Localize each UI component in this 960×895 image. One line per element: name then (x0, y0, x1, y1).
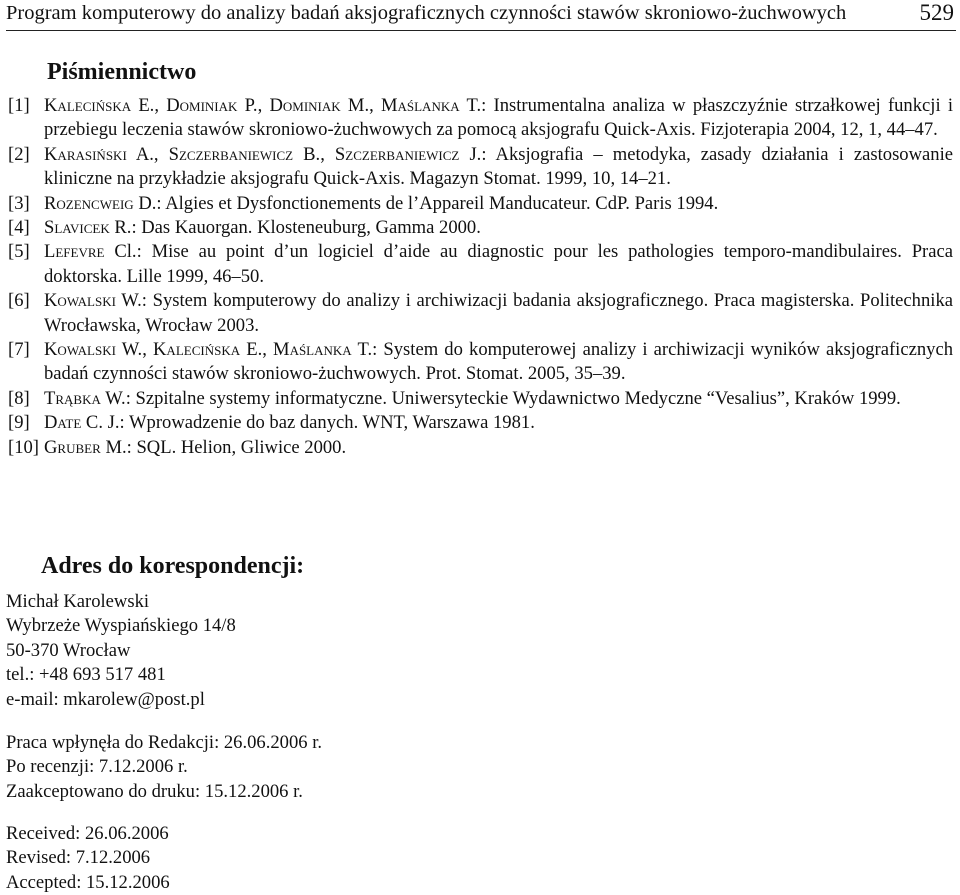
author-surname: Szczerbaniewicz (168, 143, 294, 165)
correspondence-heading: Adres do korespondencji: (41, 553, 305, 579)
reference-text: Kowalski W., Kalecińska E., Maślanka T.: System do komputerowej analizy i archiwizacji wyników aksjograficznych badań czynności stawów skroniowo-żuchwowych. Prot. Stomat. 2005, 35–39. (44, 339, 953, 385)
reference-details: : Aksjografia – metodyka, zasady działania i zastosowanie kliniczne na przykładzie aksjografu Quick-Axis. Magazyn Stomat. 1999, 10, 14–21. (44, 143, 953, 190)
reference-number: [8] (8, 387, 30, 409)
editorial-dates-en (6, 822, 170, 895)
reference-text (44, 289, 953, 338)
correspondence-address (6, 590, 236, 712)
reference-number: [10] (8, 436, 39, 458)
author-initials: M. (347, 95, 370, 116)
author-surname: Rozencweig (44, 192, 134, 214)
street-address: Wybrzeże Wyspiańskiego 14/8 (6, 615, 236, 637)
reference-text (44, 216, 953, 240)
author-surname: Trąbka (44, 387, 101, 409)
author-surname: Karasiński (44, 143, 127, 165)
reference-item (8, 289, 953, 338)
reference-item (8, 338, 953, 387)
reference-text (44, 192, 953, 216)
reference-details: : Algies et Dysfonctionements de l’Appareil Manducateur. CdP. Paris 1994. (156, 192, 719, 214)
reference-number: [9] (8, 412, 30, 434)
received-date-en: Received: 26.06.2006 (6, 823, 169, 844)
received-date-pl: Praca wpłynęła do Redakcji: 26.06.2006 r. (6, 732, 323, 753)
running-header (6, 0, 956, 31)
editorial-dates-pl (6, 731, 322, 804)
reference-item (8, 143, 953, 192)
author-surname: Kalecińska (44, 95, 132, 116)
reference-number: [5] (8, 241, 30, 263)
author-initials: W. (105, 387, 126, 409)
page-number: 529 (919, 0, 954, 25)
reference-number: [4] (8, 217, 30, 239)
author-surname: Kowalski (44, 290, 116, 312)
postal-city: 50-370 Wrocław (6, 639, 131, 661)
reference-number: [6] (8, 290, 30, 312)
author-surname: Kowalski (44, 339, 116, 361)
accepted-date-en: Accepted: 15.12.2006 (6, 871, 170, 893)
reference-text (44, 387, 953, 411)
author-surname: Kalecińska (153, 339, 241, 361)
reference-details: : System komputerowy do analizy i archiwizacji badania aksjograficznego. Praca magisterska. Politechnika Wrocławska, Wrocław 2003. (44, 290, 953, 336)
author-initials: E. (138, 95, 155, 116)
author-surname: Szczerbaniewicz (334, 143, 460, 165)
bibliography-heading: Piśmiennictwo (47, 59, 197, 85)
reference-text: Karasiński A., Szczerbaniewicz B., Szczerbaniewicz J.: Aksjografia – metodyka, zasady działania i zastosowanie kliniczne na przykładzie aksjografu Quick-Axis. Magazyn Stomat. 1999, 10, 14–21. (44, 143, 953, 190)
reference-details: : SQL. Helion, Gliwice 2000. (126, 436, 347, 458)
author-initials: W. (121, 290, 142, 312)
reference-details: : Wprowadzenie do baz danych. WNT, Warszawa 1981. (119, 412, 535, 434)
author-initials: R. (114, 217, 132, 239)
reference-item (8, 216, 953, 240)
reference-item (8, 411, 953, 435)
author-surname: Slavicek (44, 217, 110, 239)
author-initials: B. (303, 143, 321, 165)
reference-text (44, 436, 953, 460)
reference-details: : System do komputerowej analizy i archiwizacji wyników aksjograficznych badań czynności stawów skroniowo-żuchwowych. Prot. Stomat. 2005, 35–39. (44, 339, 953, 385)
author-initials: E. (246, 339, 263, 361)
author-initials: A. (135, 143, 154, 165)
author-initials: C. J. (85, 412, 120, 434)
reference-details: : Mise au point d’un logiciel d’aide au diagnostic pour les pathologies temporo-mandibulaires. Praca doktorska. Lille 1999, 46–50. (44, 241, 953, 287)
reference-item (8, 192, 953, 216)
author-initials: M. (105, 436, 127, 458)
reference-number: [3] (8, 192, 30, 214)
author-surname: Dominiak (166, 95, 238, 116)
author-initials: P. (244, 95, 258, 116)
running-header-title: Program komputerowy do analizy badań aksjograficznych czynności stawów skroniowo-żuchwowych (6, 2, 847, 24)
email-address: e-mail: mkarolew@post.pl (6, 688, 205, 710)
reference-item (8, 387, 953, 411)
reference-details: : Szpitalne systemy informatyczne. Uniwersyteckie Wydawnictwo Medyczne “Vesalius”, Kraków 1999. (125, 387, 901, 409)
author-name: Michał Karolewski (6, 591, 150, 612)
revised-date-en: Revised: 7.12.2006 (6, 847, 151, 869)
reference-list (8, 94, 953, 460)
author-initials: T. (466, 95, 482, 116)
author-surname: Lefevre (44, 241, 105, 263)
reference-text (44, 411, 953, 435)
author-initials: W. (121, 339, 143, 361)
reference-details: : Instrumentalna analiza w płaszczyźnie strzałkowej funkcji i przebiegu leczenia stawów skroniowo-żuchwowych za pomocą aksjografu Quick-Axis. Fizjoterapia 2004, 12, 1, 44–47. (44, 95, 954, 141)
reference-details: : Das Kauorgan. Klosteneuburg, Gamma 2000. (131, 217, 481, 239)
author-surname: Gruber (44, 436, 101, 458)
author-initials: T. (357, 339, 373, 361)
accepted-date-pl: Zaakceptowano do druku: 15.12.2006 r. (6, 780, 303, 802)
reference-text: Kalecińska E., Dominiak P., Dominiak M., Maślanka T.: Instrumentalna analiza w płaszczyźnie strzałkowej funkcji i przebiegu leczenia stawów skroniowo-żuchwowych za pomocą aksjografu Quick-Axis. Fizjoterapia 2004, 12, 1, 44–47. (44, 95, 954, 141)
phone-number: tel.: +48 693 517 481 (6, 664, 166, 686)
author-initials: D. (138, 192, 157, 214)
reference-item (8, 240, 953, 289)
author-surname: Maślanka (380, 95, 460, 116)
reference-text (44, 240, 953, 289)
author-initials: J. (469, 143, 482, 165)
reference-item (8, 94, 953, 143)
revised-date-pl: Po recenzji: 7.12.2006 r. (6, 756, 188, 778)
author-surname: Maślanka (273, 339, 352, 361)
reference-number: [7] (8, 339, 30, 361)
reference-item (8, 436, 953, 460)
author-initials: Cl. (114, 241, 137, 263)
author-surname: Date (44, 412, 82, 434)
author-surname: Dominiak (269, 95, 341, 116)
reference-number: [2] (8, 143, 30, 165)
reference-number: [1] (8, 95, 30, 116)
